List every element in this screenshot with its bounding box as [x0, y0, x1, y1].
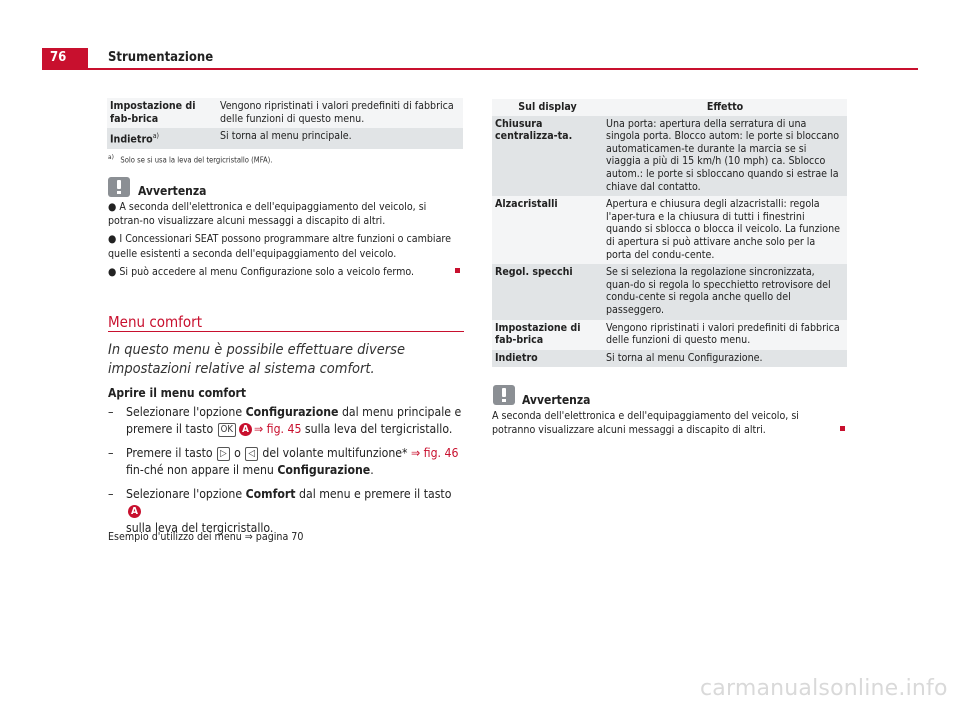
- step-3: – Selezionare l'opzione Comfort dal menu e premere il tasto A sulla leva del tergicristallo.: [108, 487, 452, 535]
- table-row: [492, 264, 847, 319]
- bullet-item: ● Si può accedere al menu Configurazione solo a veicolo fermo.: [108, 265, 415, 278]
- watermark: carmanualsonline.info: [700, 676, 948, 701]
- row-key: Regol. specchi: [492, 264, 603, 319]
- table-row: [492, 196, 847, 264]
- row-value: Se si seleziona la regolazione sincronizzata, quan-do si regola lo specchietto retrovisore del condu-cente si regola anche quello del passeggero.: [603, 264, 847, 319]
- table-row: [492, 116, 847, 197]
- footnote: $^{a)}$ Solo se si usa la leva del tergicristallo (MFA).: [108, 153, 273, 165]
- table-row: [107, 128, 463, 149]
- row-key: Indietro: [492, 350, 603, 368]
- warning-body: [108, 200, 464, 279]
- left-settings-table: [107, 98, 463, 149]
- table-row: [107, 98, 463, 128]
- end-marker: [840, 426, 845, 431]
- col-header-effect: Effetto: [603, 99, 847, 116]
- sub-heading: Aprire il menu comfort: [108, 386, 247, 400]
- right-arrow-key-icon: ▷: [217, 447, 230, 461]
- table-row: [492, 350, 847, 368]
- row-value: Vengono ripristinati i valori predefiniti di fabbrica delle funzioni di questo menu.: [603, 320, 847, 350]
- row-key: Impostazione di fab-brica: [107, 98, 217, 128]
- row-value: Vengono ripristinati i valori predefiniti di fabbrica delle funzioni di questo menu.: [217, 98, 463, 128]
- warning-body: A seconda dell'elettronica e dell'equipaggiamento del veicolo, si potranno visualizzare alcuni messaggi a discapito di altri.: [492, 410, 799, 437]
- col-header-display: Sul display: [492, 99, 603, 116]
- running-title: Strumentazione: [108, 50, 214, 65]
- warning-title: Avvertenza: [522, 393, 591, 407]
- step-2: – Premere il tasto ▷ o ◁ del volante multifunzione* ⇒ fig. 46 fin-ché non appare il menu Configurazione.: [108, 446, 459, 477]
- step-1: – Selezionare l'opzione Configurazione dal menu principale e premere il tasto OK A ⇒ fig. 45 sulla leva del tergicristallo.: [108, 405, 462, 436]
- row-key: Chiusura centralizza-ta.: [492, 116, 603, 197]
- table-header: [492, 99, 847, 116]
- bullet-item: ● I Concessionari SEAT possono programmare altre funzioni o cambiare quelle esistenti a seconda dell'equipaggiamento del veicolo.: [108, 233, 451, 260]
- section-heading: Menu comfort: [108, 313, 202, 331]
- end-marker: [455, 268, 460, 273]
- row-key: Alzacristalli: [492, 196, 603, 264]
- row-value: Si torna al menu principale.: [217, 128, 463, 149]
- comfort-settings-table: [492, 99, 847, 367]
- button-a-icon: A: [128, 505, 141, 518]
- section-rule: [108, 331, 464, 332]
- bullet-item: ● A seconda dell'elettronica e dell'equipaggiamento del veicolo, si potran-no visualizzare alcuni messaggi a discapito di altri.: [108, 201, 427, 228]
- example-reference[interactable]: Esempio d'utilizzo dei menu ⇒ pagina 70: [108, 531, 304, 543]
- row-key: Impostazione di fab-brica: [492, 320, 603, 350]
- warning-icon: [108, 177, 130, 197]
- header-rule: [42, 68, 918, 70]
- warning-title: Avvertenza: [138, 184, 207, 198]
- ok-key-icon: OK: [218, 423, 236, 437]
- page-number: 76: [42, 48, 88, 68]
- row-value: Apertura e chiusura degli alzacristalli: regola l'aper-tura e la chiusura di tutti i finestrini quando si sblocca o blocca il veicolo. La funzione di apertura si può attivare anche solo per la porta del condu-cente.: [603, 196, 847, 264]
- warning-icon: [493, 385, 515, 405]
- row-key: Indietro$^{a)}$: [107, 128, 217, 149]
- figure-link[interactable]: ⇒ fig. 45: [253, 422, 302, 436]
- row-value: Si torna al menu Configurazione.: [603, 350, 847, 368]
- button-a-icon: A: [239, 423, 252, 436]
- figure-link[interactable]: ⇒ fig. 46: [411, 446, 459, 460]
- row-value: Una porta: apertura della serratura di una singola porta. Blocco autom: le porte si bloccano automaticamen-te durante la marcia se si viaggia a più di 15 km/h (10 mph) ca. Sblocco autom.: le porte si sbloccano quando si estrae la chiave dal contatto.: [603, 116, 847, 197]
- table-row: [492, 320, 847, 350]
- section-intro: In questo menu è possibile effettuare diverse impostazioni relative al sistema comfort.: [108, 342, 405, 377]
- left-arrow-key-icon: ◁: [245, 447, 258, 461]
